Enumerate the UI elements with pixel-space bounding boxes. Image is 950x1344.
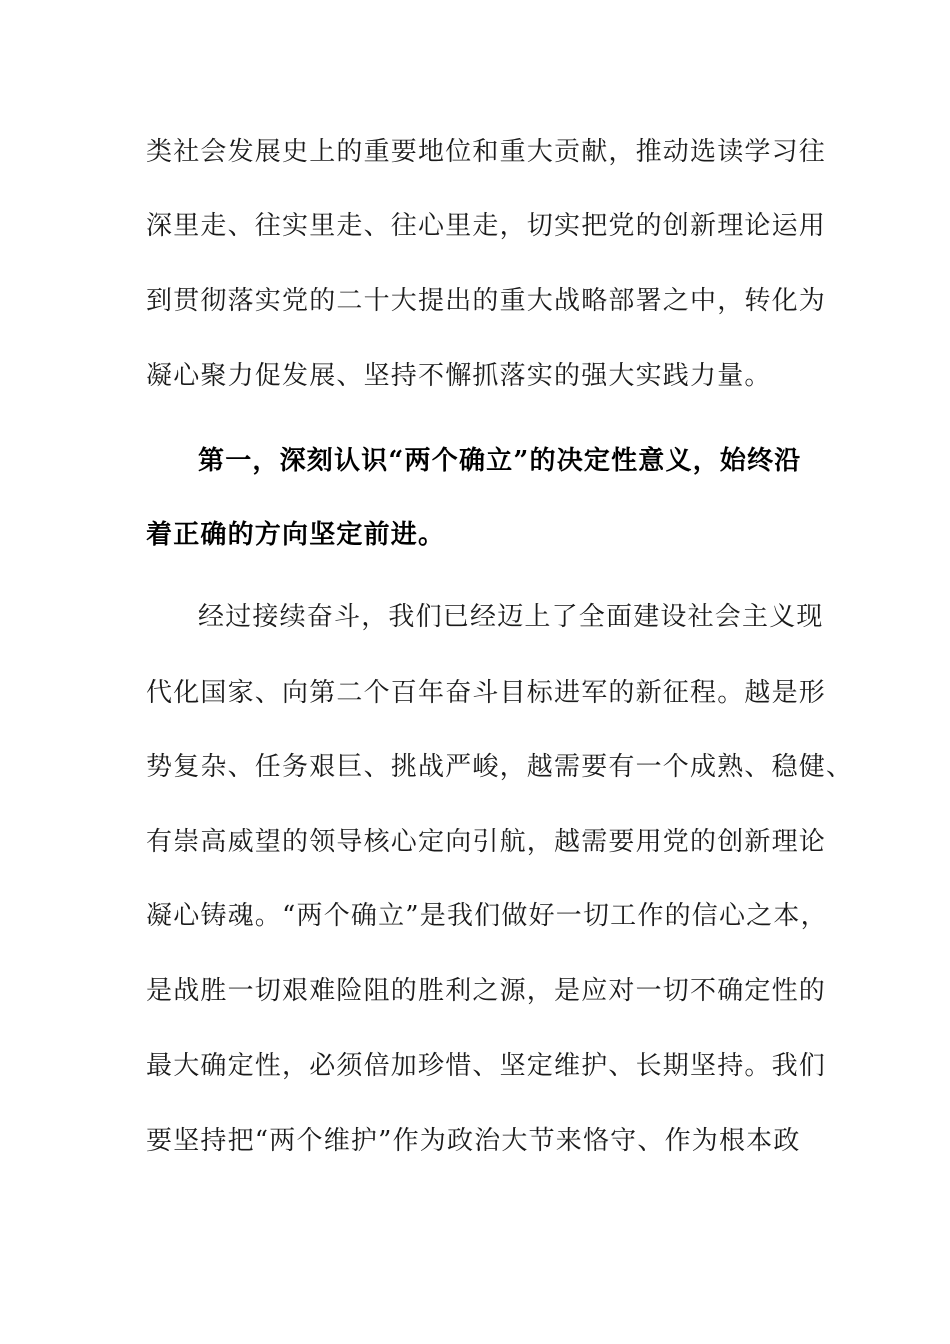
- paragraph-line: 凝心铸魂。“两个确立”是我们做好一切工作的信心之本，: [146, 901, 828, 931]
- paragraph-line: 是战胜一切艰难险阻的胜利之源，是应对一切不确定性的: [146, 976, 827, 1006]
- paragraph-line: 到贯彻落实党的二十大提出的重大战略部署之中，转化为: [146, 286, 827, 316]
- paragraph-line: 势复杂、任务艰巨、挑战严峻，越需要有一个成熟、稳健、: [146, 752, 854, 782]
- section-heading-line: 着正确的方向坚定前进。: [146, 520, 446, 550]
- paragraph-line: 有崇高威望的领导核心定向引航，越需要用党的创新理论: [146, 827, 827, 857]
- paragraph-line: 类社会发展史上的重要地位和重大贡献，推动选读学习往: [146, 137, 827, 167]
- paragraph-line: 最大确定性，必须倍加珍惜、坚定维护、长期坚持。我们: [146, 1051, 827, 1081]
- paragraph-line: 代化国家、向第二个百年奋斗目标进军的新征程。越是形: [146, 678, 827, 708]
- paragraph-line: 经过接续奋斗，我们已经迈上了全面建设社会主义现: [198, 602, 824, 632]
- paragraph-line: 要坚持把“两个维护”作为政治大节来恪守、作为根本政: [146, 1126, 801, 1156]
- paragraph-line: 深里走、往实里走、往心里走，切实把党的创新理论运用: [146, 211, 827, 241]
- section-heading-line: 第一，深刻认识“两个确立”的决定性意义，始终沿: [198, 446, 802, 476]
- paragraph-line: 凝心聚力促发展、坚持不懈抓落实的强大实践力量。: [146, 361, 772, 391]
